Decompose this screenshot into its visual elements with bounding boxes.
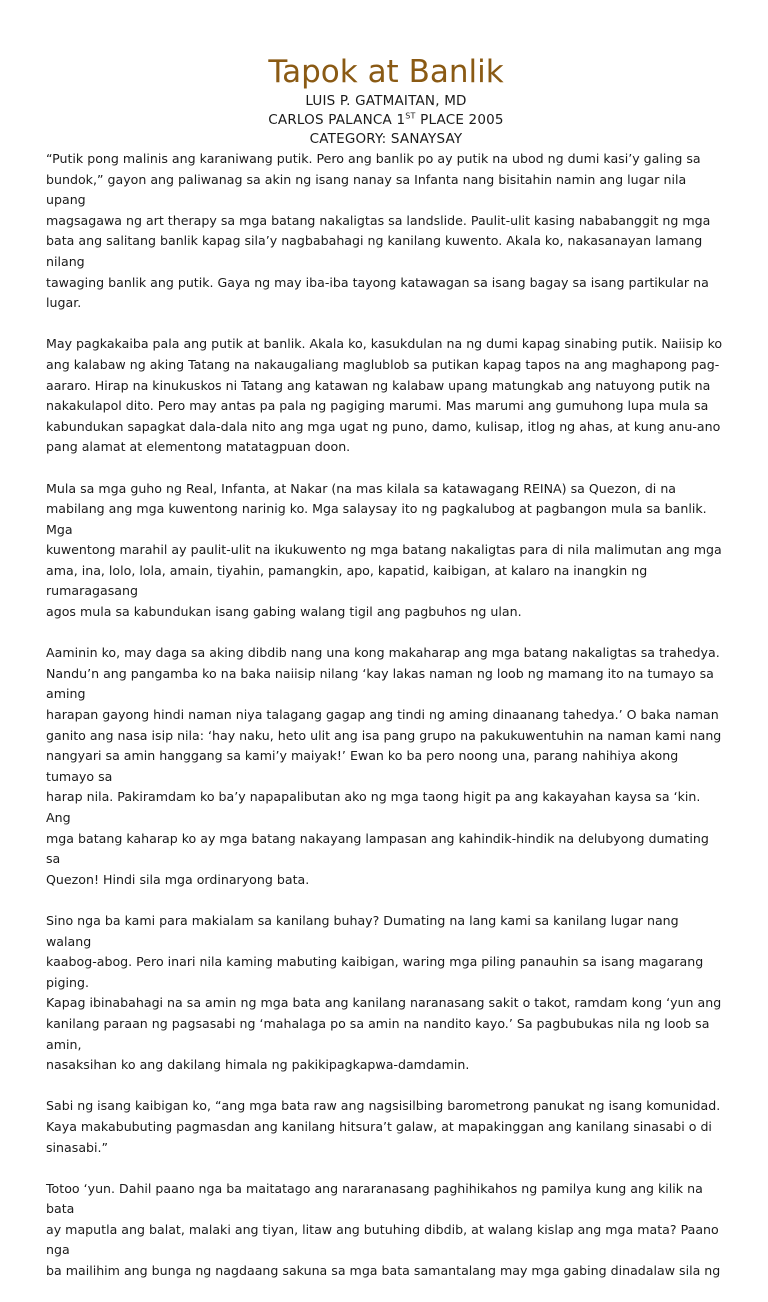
text-line: magsagawa ng art therapy sa mga batang nakaligtas sa landslide. Paulit-ulit kasing nababanggit ng mga	[46, 212, 711, 228]
text-line: Aaminin ko, may daga sa aking dibdib nang una kong makaharap ang mga batang nakaligtas sa trahedya.	[46, 645, 720, 661]
text-line: Sabi ng isang kaibigan ko, “ang mga bata raw ang nagsisilbing barometrong panukat ng isang komunidad.	[46, 1098, 721, 1114]
text-line: sinasabi.”	[46, 1139, 109, 1155]
text-line: mga batang kaharap ko ay mga batang nakayang lampasan ang kahindik-hindik na delubyong dumating sa	[46, 830, 709, 867]
text-line: May pagkakaiba pala ang putik at banlik. Akala ko, kasukdulan na ng dumi kapag sinabing putik. Naiisip ko	[46, 336, 723, 352]
text-line: ang kalabaw ng aking Tatang na nakaugaliang maglublob sa putikan kapag tapos na ang maghapong pag-	[46, 356, 720, 372]
award-line	[46, 111, 726, 130]
text-line: tawaging banlik ang putik. Gaya ng may iba-iba tayong katawagan sa isang bagay sa isang partikular na	[46, 274, 709, 290]
award-prefix: CARLOS PALANCA 1	[268, 112, 406, 128]
text-line: Totoo ‘yun. Dahil paano nga ba maitatago ang nararanasang paghihikahos ng pamilya kung ang kilik na bata	[46, 1180, 703, 1217]
text-line: pang alamat at elementong matatagpuan doon.	[46, 439, 351, 455]
text-line: harapan gayong hindi naman niya talagang gagap ang tindi ng aming dinaanang tahedya.’ O baka naman	[46, 707, 719, 723]
author-line: LUIS P. GATMAITAN, MD	[305, 93, 467, 109]
text-line: kabundukan sapagkat dala-dala nito ang mga ugat ng puno, damo, kulisap, itlog ng ahas, at kung anu-ano	[46, 418, 721, 434]
text-line: ama, ina, lolo, lola, amain, tiyahin, pamangkin, apo, kapatid, kaibigan, at kalaro na inangkin ng rumaragasang	[46, 562, 648, 599]
text-line: nangyari sa amin hanggang sa kami’y maiyak!’ Ewan ko ba pero noong una, parang nahihiya akong tumayo sa	[46, 748, 679, 784]
essay-paragraph	[46, 334, 726, 458]
document-title: Tapok at Banlik	[268, 54, 504, 90]
text-line: Kapag ibinabahagi na sa amin ng mga bata ang kanilang naranasang sakit o takot, ramdam kong ‘yun ang	[46, 995, 722, 1011]
text-line: aararo. Hirap na kinukuskos ni Tatang ang katawan ng kalabaw upang matungkab ang natuyong putik na	[46, 377, 711, 393]
category-line: CATEGORY: SANAYSAY	[309, 131, 463, 147]
essay-paragraph	[46, 479, 726, 623]
text-line: Quezon! Hindi sila mga ordinaryong bata.	[46, 871, 310, 887]
text-line: kaabog-abog. Pero inari nila kaming mabuting kaibigan, waring mga piling panauhin sa isang magarang piging.	[46, 954, 704, 990]
text-line: lugar.	[46, 295, 82, 311]
text-line: ganito ang nasa isip nila: ‘hay naku, heto ulit ang isa pang grupo na pakukuwentuhin na naman kami nang	[46, 727, 722, 743]
award-superscript: ST	[405, 111, 416, 121]
essay-paragraph	[46, 1096, 726, 1158]
text-line: nakakulapol dito. Pero may antas pa pala ng pagiging marumi. Mas marumi ang gumuhong lupa mula sa	[46, 398, 709, 414]
text-line: ay maputla ang balat, malaki ang tiyan, litaw ang butuhing dibdib, at walang kislap ang mga mata? Paano nga	[46, 1221, 719, 1258]
award-suffix: PLACE 2005	[415, 112, 504, 128]
essay-paragraph	[46, 643, 726, 890]
text-line: ba mailihim ang bunga ng nagdaang sakuna sa mga bata samantalang may mga gabing dinadalaw sila ng	[46, 1263, 721, 1279]
text-line: bata ang salitang banlik kapag sila’y nagbabahagi ng kanilang kuwento. Akala ko, nakasanayan lamang nilang	[46, 233, 703, 269]
text-line: kanilang paraan ng pagsasabi ng ‘mahalaga po sa amin na nandito kayo.’ Sa pagbubukas nila ng loob sa amin,	[46, 1015, 710, 1052]
essay-body	[46, 149, 726, 1282]
text-line: Kaya makabubuting pagmasdan ang kanilang hitsura’t galaw, at mapakinggan ang kanilang sinasabi o di	[46, 1118, 712, 1134]
text-line: mabilang ang mga kuwentong narinig ko. Mga salaysay ito ng pagkalubog at pagbangon mula sa banlik. Mga	[46, 501, 707, 537]
text-line: harap nila. Pakiramdam ko ba’y napapalibutan ako ng mga taong higit pa ang kakayahan kaysa sa ‘kin. Ang	[46, 789, 701, 825]
text-line: kuwentong marahil ay paulit-ulit na ikukuwento ng mga batang nakaligtas para di nila malimutan ang mga	[46, 542, 722, 558]
text-line: bundok,” gayon ang paliwanag sa akin ng isang nanay sa Infanta nang bisitahin namin ang lugar nila upang	[46, 171, 687, 208]
text-line: nasaksihan ko ang dakilang himala ng pakikipagkapwa-damdamin.	[46, 1057, 470, 1073]
essay-paragraph	[46, 149, 726, 314]
text-line: Nandu’n ang pangamba ko na baka naiisip nilang ‘kay lakas naman ng loob ng mamang ito na tumayo sa aming	[46, 665, 714, 702]
essay-paragraph	[46, 911, 726, 1076]
text-line: Mula sa mga guho ng Real, Infanta, at Nakar (na mas kilala sa katawagang REINA) sa Quezon, di na	[46, 480, 677, 496]
text-line: Sino nga ba kami para makialam sa kanilang buhay? Dumating na lang kami sa kanilang lugar nang walang	[46, 912, 679, 949]
text-line: agos mula sa kabundukan isang gabing walang tigil ang pagbuhos ng ulan.	[46, 604, 522, 620]
text-line: “Putik pong malinis ang karaniwang putik. Pero ang banlik po ay putik na ubod ng dumi kasi’y galing sa	[46, 151, 701, 166]
essay-paragraph	[46, 1179, 726, 1282]
document-page	[46, 52, 726, 1302]
